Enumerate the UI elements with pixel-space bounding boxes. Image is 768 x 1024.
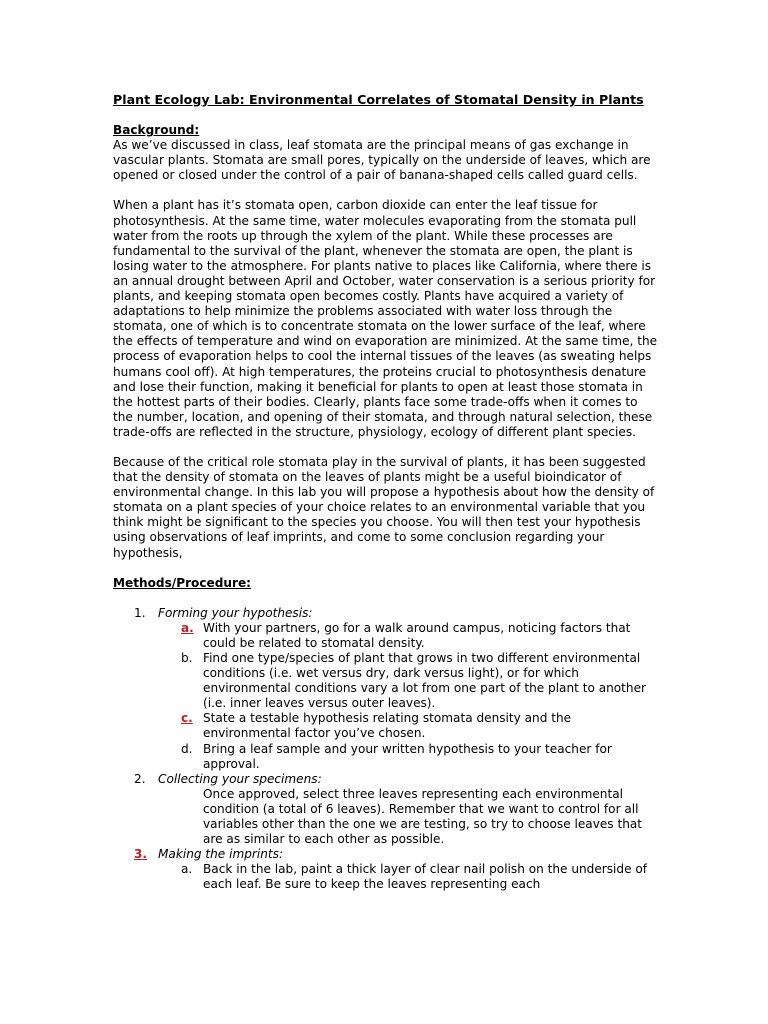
step-label: Forming your hypothesis:: [158, 605, 313, 620]
substep: [113, 651, 658, 711]
substep: [113, 621, 658, 651]
step-body: Once approved, select three leaves representing each environmental condition (a total of 6 leaves). Remember that we want to control for all variables other than the one we are testing, so try to choose leaves that are as similar to each other as possible.: [203, 786, 643, 847]
substep-letter: c.: [181, 711, 193, 726]
background-heading: Background:: [113, 123, 200, 138]
substep-text: Bring a leaf sample and your written hypothesis to your teacher for approval.: [203, 741, 612, 771]
procedure-list: [113, 606, 658, 893]
substep-letter: b.: [181, 651, 193, 665]
step-collecting-specimens: [113, 772, 658, 787]
document-content: [113, 92, 658, 893]
substep: [113, 742, 658, 772]
substep-letter: a.: [181, 620, 194, 635]
substep-text: Find one type/species of plant that grows in two different environmental conditions (i.e. wet versus dry, dark versus light), or for which environmental conditions vary a lot from one part of the plant to another (i.e. inner leaves versus outer leaves).: [203, 651, 646, 711]
step-label: Making the imprints:: [158, 847, 284, 862]
document-title: Plant Ecology Lab: Environmental Correlates of Stomatal Density in Plants: [113, 92, 644, 107]
step-label: Collecting your specimens:: [158, 771, 322, 786]
substep-text: With your partners, go for a walk around campus, noticing factors that could be related to stomatal density.: [203, 620, 631, 650]
paragraph-bioindicator: Because of the critical role stomata play in the survival of plants, it has been suggested that the density of stomata on the leaves of plants might be a useful bioindicator of environmental change. In this lab you will propose a hypothesis about how the density of stomata on a plant species of your choice relates to an environmental variable that you think might be significant to the species you choose. You will then test your hypothesis using observations of leaf imprints, and come to some conclusion regarding your hypothesis,: [113, 454, 655, 560]
substep-text: State a testable hypothesis relating stomata density and the environmental factor you’ve chosen.: [203, 711, 572, 741]
step-number: 2.: [134, 771, 146, 786]
paragraph-intro: As we’ve discussed in class, leaf stomata are the principal means of gas exchange in vascular plants. Stomata are small pores, typically on the underside of leaves, which are opened or closed under the control of a pair of banana-shaped cells called guard cells.: [113, 138, 651, 183]
substep: [113, 711, 658, 741]
step-forming-hypothesis: [113, 606, 658, 621]
methods-heading: Methods/Procedure:: [113, 575, 251, 590]
substep-letter: a.: [181, 862, 193, 877]
step-making-imprints: [113, 847, 658, 862]
step-number: 1.: [134, 605, 146, 620]
substep-text: Back in the lab, paint a thick layer of clear nail polish on the underside of each leaf. Be sure to keep the leaves representing each: [203, 862, 648, 892]
substep: [113, 862, 658, 892]
paragraph-stomata-function: When a plant has it’s stomata open, carbon dioxide can enter the leaf tissue for photosynthesis. At the same time, water molecules evaporating from the stomata pull water from the roots up through the xylem of the plant. While these processes are fundamental to the survival of the plant, whenever the stomata are open, the plant is losing water to the atmosphere. For plants native to places like California, where there is an annual drought between April and October, water conservation is a serious priority for plants, and keeping stomata open becomes costly. Plants have acquired a variety of adaptations to help minimize the problems associated with water loss through the stomata, one of which is to concentrate stomata on the lower surface of the leaf, where the effects of temperature and wind on evaporation are minimized. At the same time, the process of evaporation helps to cool the internal tissues of the leaves (as sweating helps humans cool off). At high temperatures, the proteins crucial to photosynthesis denature and lose their function, making it beneficial for plants to open at least those stomata in the hottest parts of their bodies. Clearly, plants face some trade-offs when it comes to the number, location, and opening of their stomata, and through natural selection, these trade-offs are reflected in the structure, physiology, ecology of different plant species.: [113, 198, 658, 439]
substep-letter: d.: [181, 741, 193, 756]
step-number: 3.: [134, 847, 148, 862]
